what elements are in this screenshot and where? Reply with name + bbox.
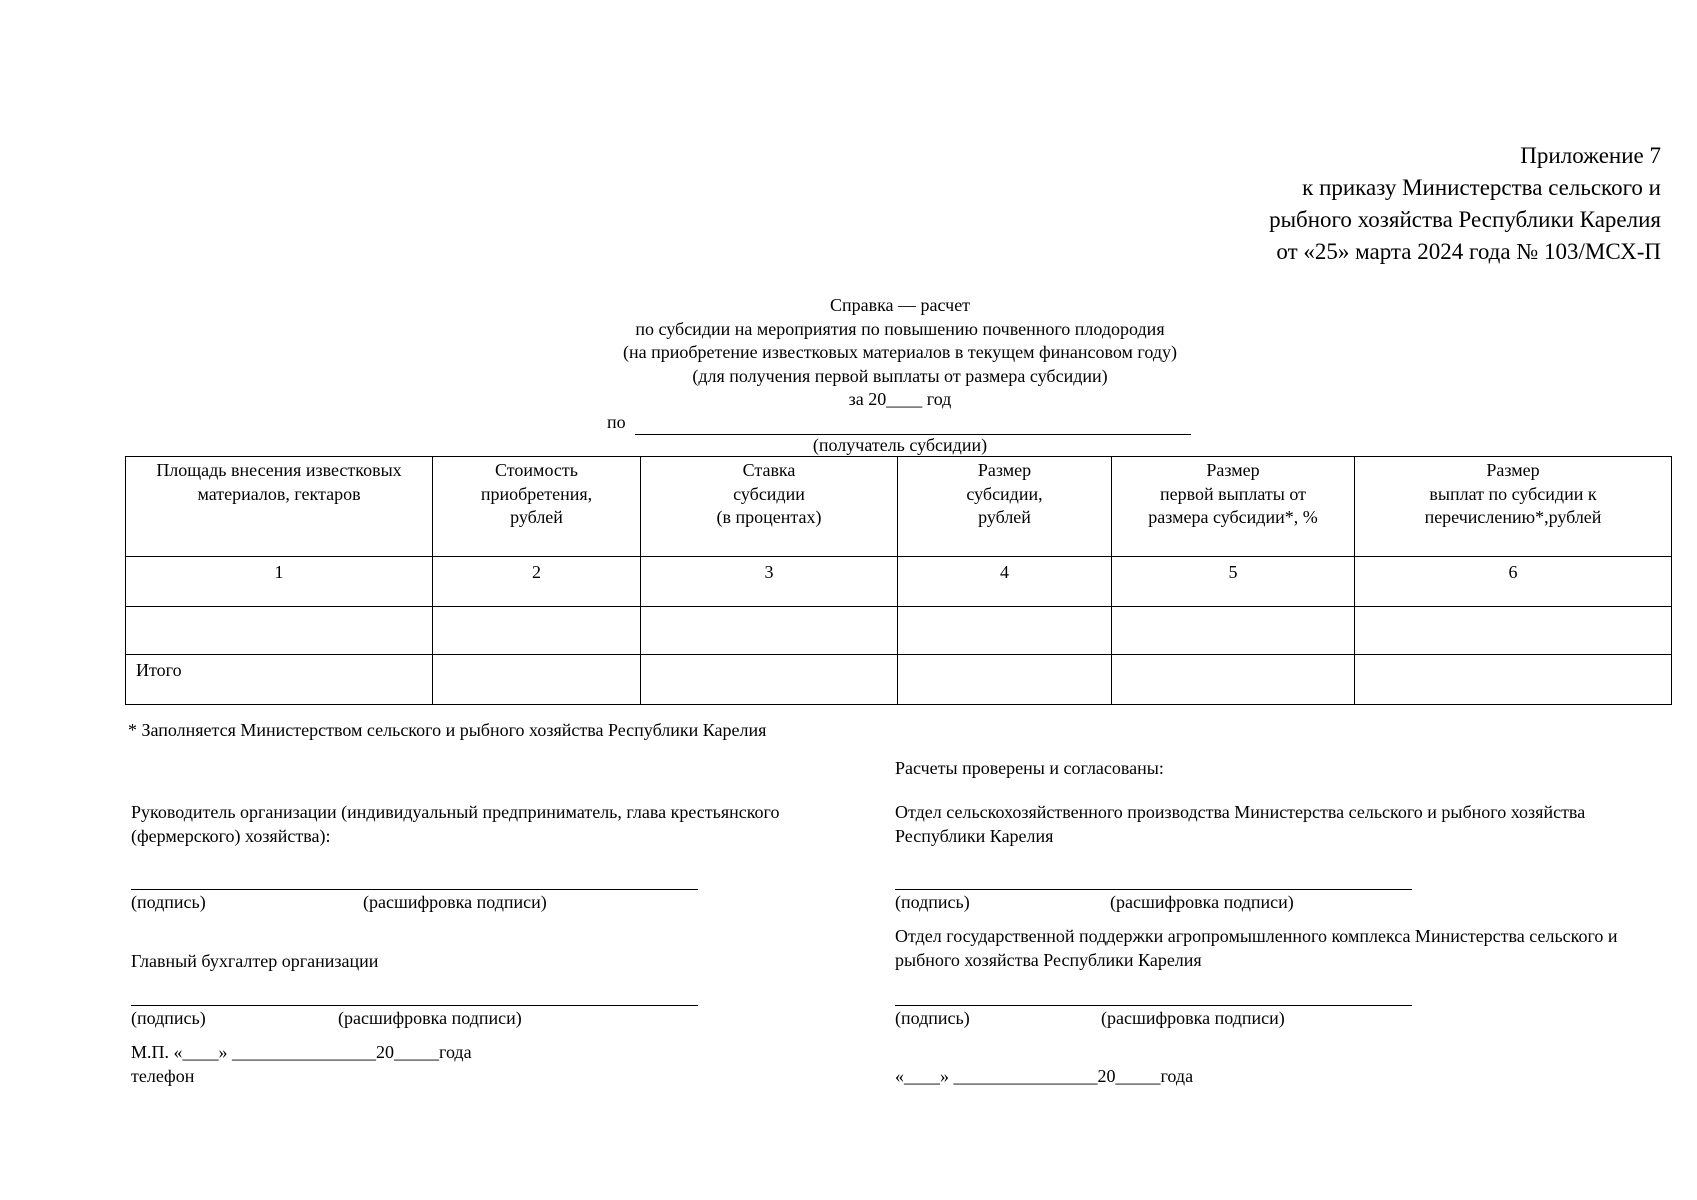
signature-line[interactable] bbox=[895, 1005, 1412, 1006]
table-cell[interactable] bbox=[1355, 655, 1672, 705]
signature-caption: (подпись) bbox=[895, 892, 970, 912]
table-total-row bbox=[126, 655, 1672, 705]
header-subsidy-amount: Размер субсидии, рублей bbox=[898, 457, 1112, 557]
title-line-4: (для получения первой выплаты от размера субсидии) bbox=[692, 365, 1108, 386]
total-label: Итого bbox=[126, 655, 433, 705]
table-number-row bbox=[126, 557, 1672, 607]
head-of-organization-label: Руководитель организации (индивидуальный предприниматель, глава крестьянского (фермерского) хозяйства): bbox=[131, 802, 780, 846]
signature-line[interactable] bbox=[895, 889, 1412, 890]
calculation-table bbox=[125, 456, 1672, 705]
recipient-prefix: по bbox=[607, 412, 626, 432]
header-cost: Стоимость приобретения, рублей bbox=[433, 457, 641, 557]
column-number: 4 bbox=[898, 557, 1112, 607]
verified-label: Расчеты проверены и согласованы: bbox=[895, 758, 1164, 778]
appendix-header bbox=[961, 140, 1661, 268]
table-header-row bbox=[126, 457, 1672, 557]
title-line-3: (на приобретение известковых материалов в текущем финансовом году) bbox=[622, 342, 1178, 362]
table-cell[interactable] bbox=[433, 607, 641, 655]
table-row bbox=[126, 607, 1672, 655]
signature-decode-caption: (расшифровка подписи) bbox=[363, 892, 547, 912]
column-number: 5 bbox=[1112, 557, 1355, 607]
header-area: Площадь внесения известковых материалов, гектаров bbox=[126, 457, 433, 557]
date-line: «____» ________________20_____года bbox=[895, 1066, 1194, 1086]
appendix-line-4: от «25» марта 2024 года № 103/МСХ-П bbox=[1276, 239, 1661, 264]
table-cell[interactable] bbox=[898, 607, 1112, 655]
stamp-date-line: М.П. «____» ________________20_____года bbox=[131, 1042, 472, 1062]
appendix-line-2: к приказу Министерства сельского и bbox=[1302, 175, 1661, 200]
table-cell[interactable] bbox=[641, 607, 898, 655]
signature-caption: (подпись) bbox=[131, 1008, 206, 1028]
document-title bbox=[500, 294, 1300, 412]
table-cell[interactable] bbox=[641, 655, 898, 705]
appendix-line-3: рыбного хозяйства Республики Карелия bbox=[1269, 207, 1661, 232]
department-agriculture-label: Отдел сельскохозяйственного производства Министерства сельского и рыбного хозяйства Республики Карелия bbox=[895, 802, 1586, 846]
table-cell[interactable] bbox=[1112, 607, 1355, 655]
signature-line[interactable] bbox=[131, 1005, 698, 1006]
signature-line[interactable] bbox=[131, 889, 698, 890]
title-line-1: Справка — расчет bbox=[829, 295, 971, 315]
phone-label: телефон bbox=[131, 1066, 195, 1086]
header-payments-transfer: Размер выплат по субсидии к перечислению*,рублей bbox=[1355, 457, 1672, 557]
title-line-5: за 20____ год bbox=[848, 389, 952, 409]
title-line-2: по субсидии на мероприятия по повышению почвенного плодородия bbox=[635, 318, 1165, 339]
table-cell[interactable] bbox=[898, 655, 1112, 705]
signature-decode-caption: (расшифровка подписи) bbox=[1101, 1008, 1285, 1028]
appendix-line-1: Приложение 7 bbox=[1520, 143, 1661, 168]
table-cell[interactable] bbox=[433, 655, 641, 705]
signature-decode-caption: (расшифровка подписи) bbox=[1110, 892, 1294, 912]
chief-accountant-label: Главный бухгалтер организации bbox=[131, 951, 379, 971]
signature-caption: (подпись) bbox=[895, 1008, 970, 1028]
recipient-caption: (получатель субсидии) bbox=[812, 435, 988, 455]
footnote: * Заполняется Министерством сельского и рыбного хозяйства Республики Карелия bbox=[128, 720, 767, 740]
table-cell[interactable] bbox=[126, 607, 433, 655]
signature-caption: (подпись) bbox=[131, 892, 206, 912]
header-first-payment: Размер первой выплаты от размера субсидии*, % bbox=[1112, 457, 1355, 557]
signature-decode-caption: (расшифровка подписи) bbox=[338, 1008, 522, 1028]
column-number: 2 bbox=[433, 557, 641, 607]
table-cell[interactable] bbox=[1355, 607, 1672, 655]
column-number: 1 bbox=[126, 557, 433, 607]
header-rate: Ставка субсидии (в процентах) bbox=[641, 457, 898, 557]
table-cell[interactable] bbox=[1112, 655, 1355, 705]
column-number: 6 bbox=[1355, 557, 1672, 607]
column-number: 3 bbox=[641, 557, 898, 607]
department-state-support-label: Отдел государственной поддержки агропромышленного комплекса Министерства сельского и рыбного хозяйства Республики Карелия bbox=[895, 926, 1618, 970]
